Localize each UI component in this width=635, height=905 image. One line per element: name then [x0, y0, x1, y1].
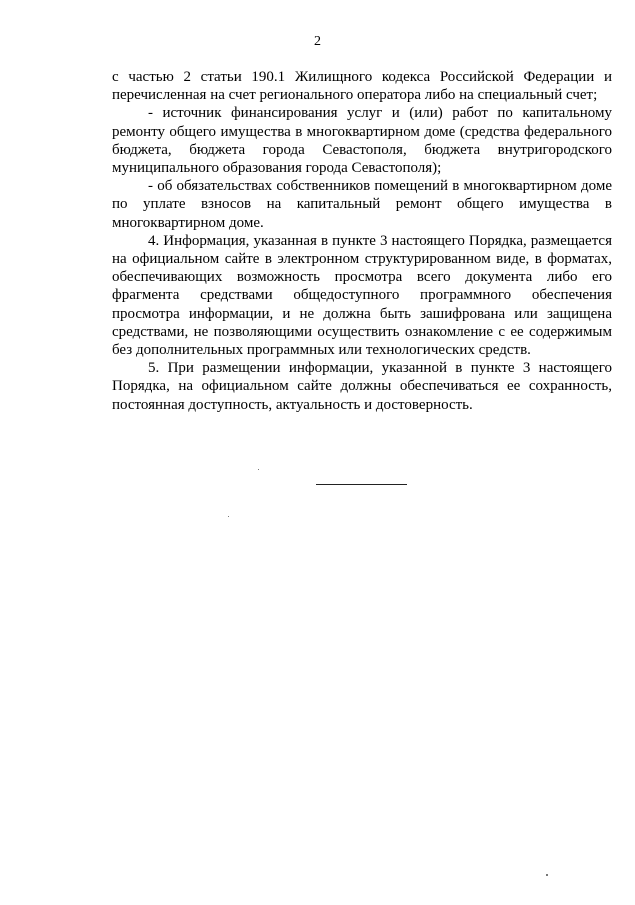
end-of-document-rule	[316, 484, 407, 485]
scan-speck	[546, 874, 548, 876]
scan-speck	[258, 469, 259, 470]
document-body	[112, 68, 612, 414]
paragraph-continuation: с частью 2 статьи 190.1 Жилищного кодекса Российской Федерации и перечисленная на счет регионального оператора либо на специальный счет;	[112, 69, 612, 104]
paragraph-item-5: 5. При размещении информации, указанной в пункте 3 настоящего Порядка, на официальном сайте должны обеспечиваться ее сохранность, постоянная доступность, актуальность и достоверность.	[112, 360, 612, 413]
paragraph-owner-obligations: - об обязательствах собственников помещений в многоквартирном доме по уплате взносов на капитальный ремонт общего имущества в многоквартирном доме.	[112, 178, 612, 231]
page-number: 2	[314, 34, 321, 49]
scan-speck	[228, 516, 229, 517]
paragraph-financing-source: - источник финансирования услуг и (или) работ по капитальному ремонту общего имущества в многоквартирном доме (средства федерального бюджета, бюджета города Севастополя, бюджета внутригородского муниципального образования города Севастополя);	[112, 105, 612, 177]
paragraph-item-4: 4. Информация, указанная в пункте 3 настоящего Порядка, размещается на официальном сайте в электронном структурированном виде, в форматах, обеспечивающих возможность просмотра всего документа либо его фрагмента средствами общедоступного программного обеспечения просмотра информации, и не должна быть зашифрована или защищена средствами, не позволяющими осуществить ознакомление с ее содержимым без дополнительных программных или технологических средств.	[112, 232, 612, 359]
